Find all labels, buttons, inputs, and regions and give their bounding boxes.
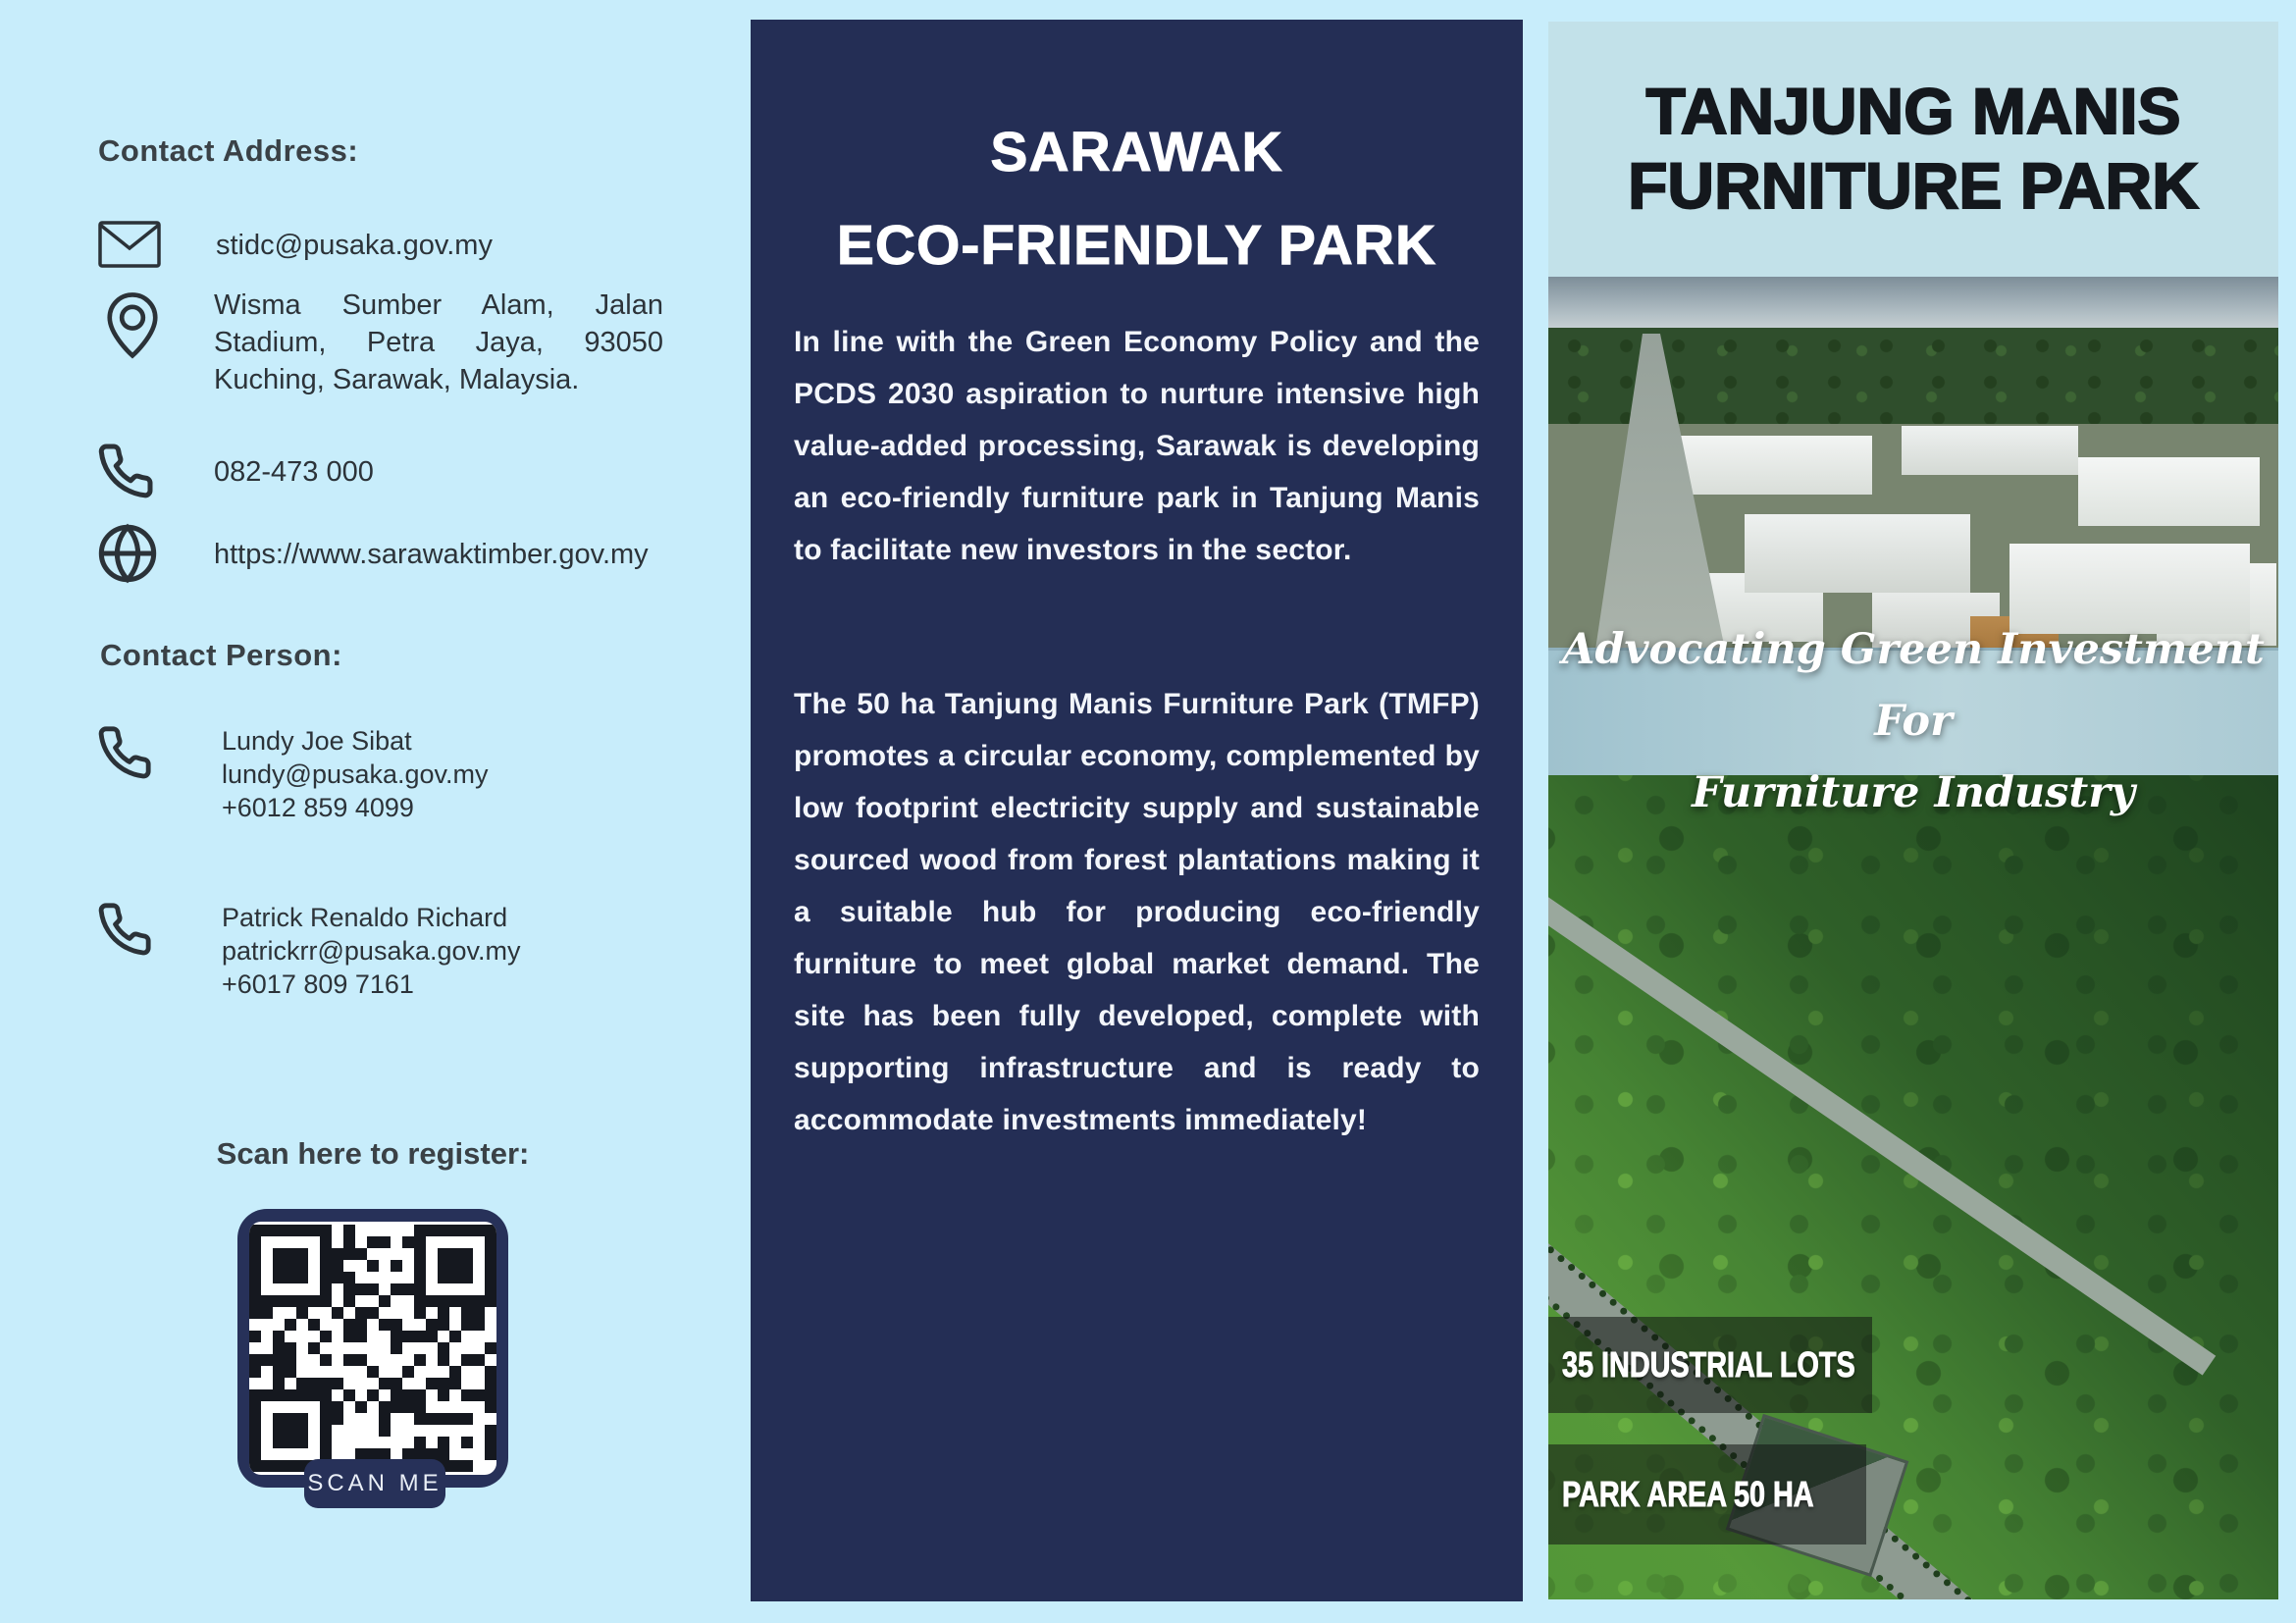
industrial-lots-badge [1548, 1317, 1872, 1413]
qr-code-svg [249, 1225, 496, 1472]
contact-address-text: Wisma Sumber Alam, Jalan Stadium, Petra Jaya, 93050 Kuching, Sarawak, Malaysia. [214, 289, 663, 395]
contact-address-row [102, 287, 663, 398]
eco-park-title-line2: ECO-FRIENDLY PARK [836, 214, 1437, 278]
contact-person-2 [96, 901, 521, 1001]
park-title-line2: FURNITURE PARK [1628, 148, 2199, 222]
phone-icon [96, 901, 153, 1001]
contact-phone-row [96, 442, 374, 502]
qr-code-modules [249, 1222, 496, 1475]
phone-icon [96, 724, 153, 824]
contact-person-1 [96, 724, 489, 824]
person-phone: +6012 859 4099 [222, 793, 414, 822]
photo-sky [1548, 277, 2278, 328]
contact-person-heading: Contact Person: [100, 638, 342, 672]
eco-park-paragraph-1: In line with the Green Economy Policy and the PCDS 2030 aspiration to nurture intensive high value-added processing, Sarawak is developing an eco-friendly furniture park in Tanjung Manis to facilitate new investors in the sector. [794, 326, 1480, 567]
eco-park-title [751, 106, 1523, 292]
photo-caption-line1: Advocating Green Investment For [1562, 625, 2265, 747]
photo-caption [1548, 614, 2278, 829]
contact-address-heading: Contact Address: [98, 133, 359, 168]
person-name: Lundy Joe Sibat [222, 726, 412, 756]
industrial-lots-badge-text: 35 INDUSTRIAL LOTS [1562, 1344, 1855, 1385]
right-title-block [1548, 22, 2278, 277]
eco-park-title-line1: SARAWAK [990, 121, 1283, 183]
park-title-line1: TANJUNG MANIS [1645, 75, 2181, 147]
globe-icon [96, 522, 159, 585]
person-name: Patrick Renaldo Richard [222, 903, 508, 932]
location-pin-icon [102, 287, 163, 369]
park-area-badge-text: PARK AREA 50 HA [1562, 1474, 1814, 1514]
scan-register-heading: Scan here to register: [216, 1136, 530, 1171]
person-email: patrickrr@pusaka.gov.my [222, 936, 521, 966]
qr-scanme-label: SCAN ME [304, 1459, 445, 1508]
park-title [1548, 22, 2278, 224]
eco-park-panel [751, 20, 1523, 1601]
contact-email-row [98, 220, 493, 271]
eco-park-paragraph-2: The 50 ha Tanjung Manis Furniture Park (TMFP) promotes a circular economy, complemented by low footprint electricity supply and sustainable sourced wood from forest plantations making it a suitable hub for producing eco-friendly furniture to meet global market demand. The site has been fully developed, complete with supporting infrastructure and is ready to accommodate investments immediately! [794, 688, 1480, 1137]
person-phone: +6017 809 7161 [222, 969, 414, 999]
qr-code [237, 1209, 508, 1488]
email-icon [98, 220, 161, 269]
photo-caption-line2: Furniture Industry [1692, 768, 2135, 818]
contact-email-text: stidc@pusaka.gov.my [216, 230, 493, 261]
contact-website-text: https://www.sarawaktimber.gov.my [214, 539, 649, 570]
aerial-photo [1548, 277, 2278, 1599]
contact-phone-text: 082-473 000 [214, 456, 374, 488]
contact-website-row [96, 522, 649, 587]
park-area-badge [1548, 1444, 1866, 1544]
phone-icon [96, 442, 155, 500]
person-email: lundy@pusaka.gov.my [222, 759, 489, 789]
